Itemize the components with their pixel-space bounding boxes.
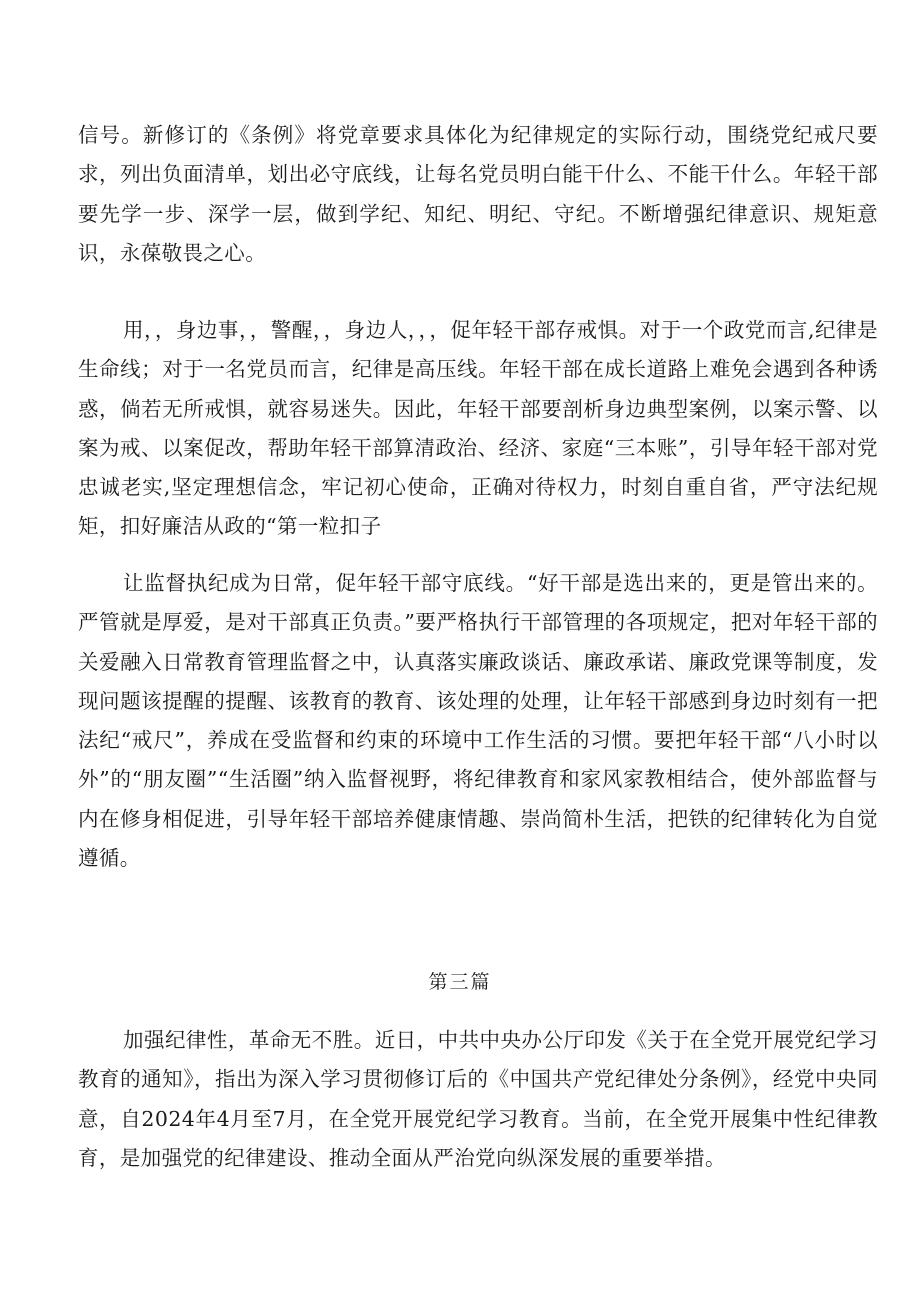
paragraph-2: 用，，身边事，，警醒，，身边人，，，促年轻干部存戒惧。对于一个政党而言,纪律是生命线；对于一名党员而言，纪律是高压线。年轻干部在成长道路上难免会遇到各种诱惑，倘若无所戒惧，就容易迷失。因此，年轻干部要剖析身边典型案例，以案示警、以案为戒、以案促改，帮助年轻干部算清政治、经济、家庭“三本账”，引导年轻干部对党忠诚老实,坚定理想信念，牢记初心使命，正确对待权力，时刻自重自省，严守法纪规矩，扣好廉洁从政的“第一粒扣子 (78, 318, 878, 539)
paragraph-3: 让监督执纪成为日常，促年轻干部守底线。“好干部是选出来的，更是管出来的。严管就是厚爱，是对干部真正负责。”要严格执行干部管理的各项规定，把对年轻干部的关爱融入日常教育管理监督之中，认真落实廉政谈话、廉政承诺、廉政党课等制度，发现问题该提醒的提醒、该教育的教育、该处理的处理，让年轻干部感到身边时刻有一把法纪“戒尺”，养成在受监督和约束的环境中工作生活的习惯。要把年轻干部“八小时以外”的“朋友圈”“生活圈”纳入监督视野，将纪律教育和家风家教相结合，使外部监督与内在修身相促进，引导年轻干部培养健康情趣、崇尚简朴生活，把铁的纪律转化为自觉遵循。 (78, 571, 878, 871)
paragraph-1: 信号。新修订的《条例》将党章要求具体化为纪律规定的实际行动，围绕党纪戒尺要求，列出负面清单，划出必守底线，让每名党员明白能干什么、不能干什么。年轻干部要先学一步、深学一层，做到学纪、知纪、明纪、守纪。不断增强纪律意识、规矩意识，永葆敬畏之心。 (78, 123, 878, 265)
paragraph-4: 加强纪律性，革命无不胜。近日，中共中央办公厅印发《关于在全党开展党纪学习教育的通知》，指出为深入学习贯彻修订后的《中国共产党纪律处分条例》，经党中央同意，自2024年4月至7月，在全党开展党纪学习教育。当前，在全党开展集中性纪律教育，是加强党的纪律建设、推动全面从严治党向纵深发展的重要举措。 (78, 1028, 878, 1170)
section-heading: 第三篇 (428, 971, 492, 993)
